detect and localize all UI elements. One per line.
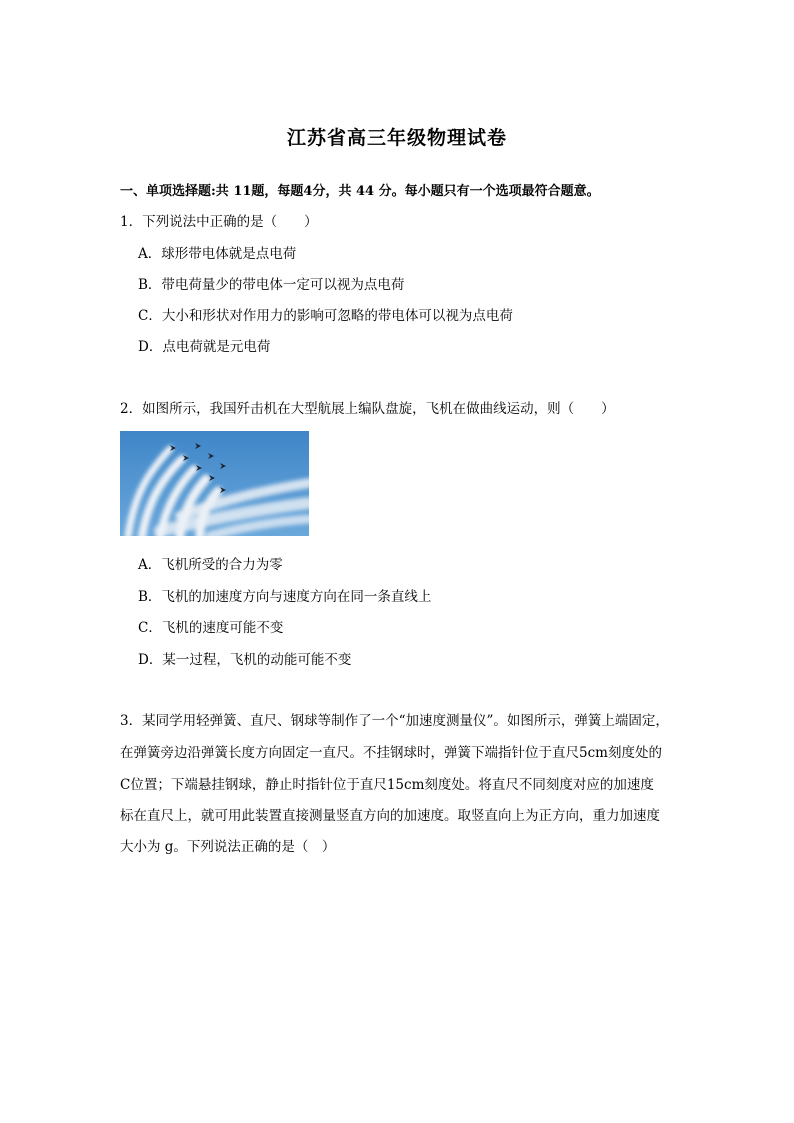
question-3-line-2: 在弹簧旁边沿弹簧长度方向固定一直尺。不挂钢球时，弹簧下端指针位于直尺5cm刻度处的 [120,745,662,761]
question-3-line-3: C位置；下端悬挂钢球，静止时指针位于直尺15cm刻度处。将直尺不同刻度对应的加速度 [120,777,654,793]
question-2-option-c: C．飞机的速度可能不变 [138,620,284,636]
question-2-option-b: B．飞机的加速度方向与速度方向在同一条直线上 [138,589,432,605]
jet-formation-photo [120,431,309,536]
question-1-option-c: C．大小和形状对作用力的影响可忽略的带电体可以视为点电荷 [138,308,513,324]
question-3-line-4: 标在直尺上，就可用此装置直接测量竖直方向的加速度。取竖直向上为正方向，重力加速度 [120,808,660,824]
question-2-option-a: A．飞机所受的合力为零 [138,557,283,573]
question-3-line-5: 大小为 g。下列说法正确的是（ ） [120,839,336,855]
question-2-option-d: D．某一过程，飞机的动能可能不变 [138,652,352,668]
page-title: 江苏省高三年级物理试卷 [286,127,507,149]
question-1-option-b: B．带电荷量少的带电体一定可以视为点电荷 [138,277,405,293]
question-3-line-1: 3．某同学用轻弹簧、直尺、钢球等制作了一个“加速度测量仪”。如图所示，弹簧上端固定， [120,713,669,729]
question-1-stem: 1．下列说法中正确的是（ ） [120,214,318,230]
question-1-option-a: A．球形带电体就是点电荷 [138,246,297,262]
question-2-stem: 2．如图所示，我国歼击机在大型航展上编队盘旋，飞机在做曲线运动，则（ ） [120,401,615,417]
section-heading: 一、单项选择题:共 11题，每题4分，共 44 分。每小题只有一个选项最符合题意。 [120,184,600,199]
question-1-option-d: D．点电荷就是元电荷 [138,339,271,355]
